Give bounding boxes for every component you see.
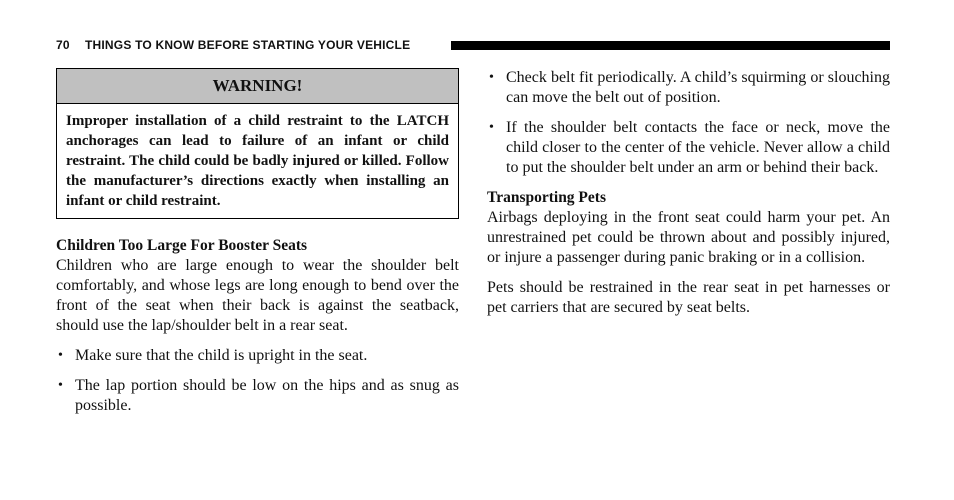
list-item <box>56 376 459 416</box>
bullet-icon: • <box>58 348 63 363</box>
list-item-text: If the shoulder belt contacts the face or neck, move the child closer to the center of the vehicle. Never allow a child to put the shoulder belt under an arm or behind their back. <box>506 119 890 176</box>
warning-text: Improper installation of a child restraint to the LATCH anchorages can lead to failure of an infant or child restraint. The child could be badly injured or killed. Follow the manufacturer’s directions exactly when installing an infant or child restraint. <box>66 113 449 209</box>
list-item-text: The lap portion should be low on the hips and as snug as possible. <box>75 377 459 414</box>
warning-title: WARNING! <box>57 69 458 104</box>
belt-bullet-list <box>487 68 890 178</box>
page-number: 70 <box>56 38 70 52</box>
header-rule <box>451 41 890 50</box>
list-item-text: Check belt fit periodically. A child’s squirming or slouching can move the belt out of position. <box>506 69 890 106</box>
list-item <box>487 68 890 108</box>
list-item <box>56 346 459 366</box>
section-heading-transporting-pets: Transporting Pets <box>487 189 606 206</box>
page-header <box>56 38 890 52</box>
page-title: THINGS TO KNOW BEFORE STARTING YOUR VEHICLE <box>85 38 411 52</box>
list-item <box>487 118 890 178</box>
bullet-icon: • <box>489 70 494 85</box>
pets-paragraph-2: Pets should be restrained in the rear seat in pet harnesses or pet carriers that are secured by seat belts. <box>487 279 890 316</box>
right-column <box>487 68 890 318</box>
bullet-icon: • <box>58 378 63 393</box>
section-heading-booster-seats: Children Too Large For Booster Seats <box>56 237 308 254</box>
left-column <box>56 68 459 416</box>
list-item-text: Make sure that the child is upright in the seat. <box>75 347 368 364</box>
pets-paragraph-1: Airbags deploying in the front seat could harm your pet. An unrestrained pet could be thrown about and possibly injured, or injure a passenger during panic braking or in a collision. <box>487 209 890 266</box>
booster-seats-paragraph: Children who are large enough to wear the shoulder belt comfortably, and whose legs are long enough to bend over the front of the seat when their back is against the seatback, should use the lap/shoulder belt in a rear seat. <box>56 257 459 334</box>
booster-bullet-list <box>56 346 459 416</box>
bullet-icon: • <box>489 120 494 135</box>
warning-box <box>56 68 459 219</box>
